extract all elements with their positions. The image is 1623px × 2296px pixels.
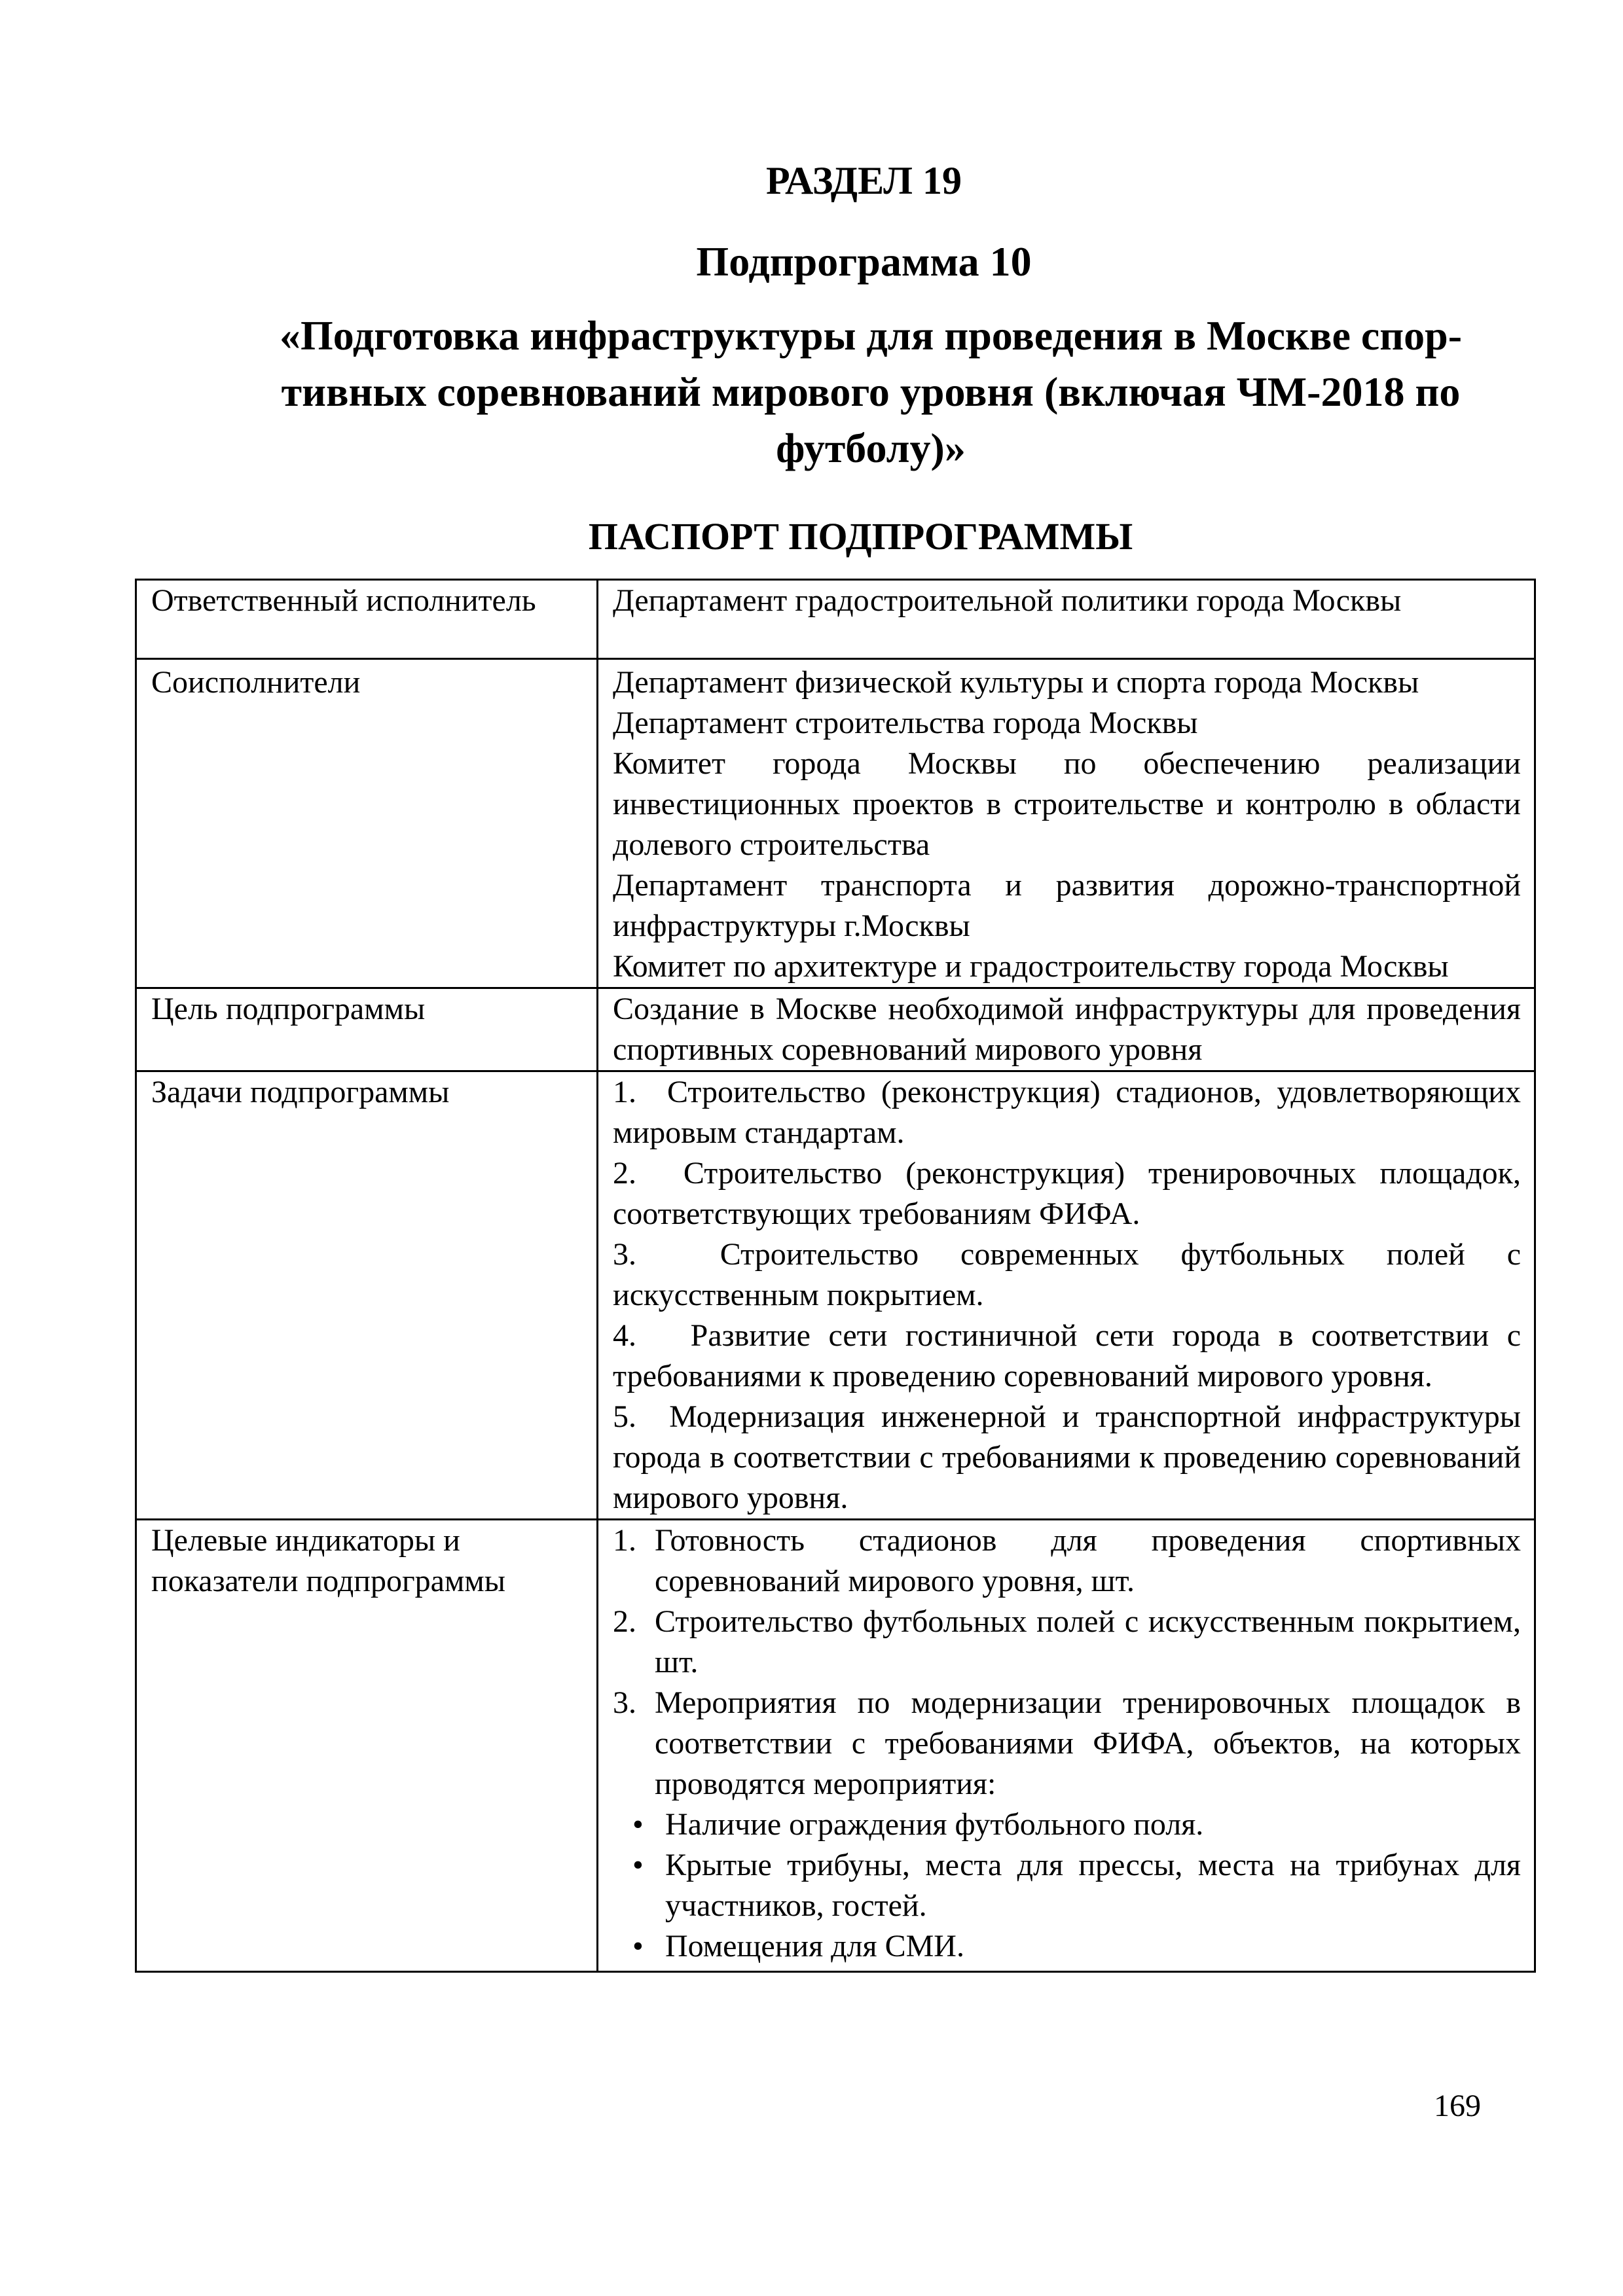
subprogram-name-line: тивных соревнований мирового уровня (включая ЧМ-2018 по — [281, 368, 1461, 415]
list-number: 2. — [613, 1604, 636, 1639]
table-row-responsible — [136, 580, 1535, 659]
subprogram-title: Подпрограмма 10 — [696, 238, 1032, 285]
list-item-text: Строительство футбольных полей с искусственным покрытием, шт. — [655, 1604, 1521, 1679]
value-paragraph: Департамент строительства города Москвы — [613, 706, 1198, 740]
list-number: 3. — [613, 1685, 636, 1720]
bullet-item — [613, 1926, 1521, 1967]
value-paragraph: Создание в Москве необходимой инфраструктуры для проведения спортивных соревнований мирового уровня — [613, 992, 1521, 1067]
value-paragraph: Департамент транспорта и развития дорожно-транспортной инфраструктуры г.Москвы — [613, 868, 1521, 943]
list-number: 1. — [613, 1523, 636, 1558]
list-item — [613, 1683, 1521, 1804]
table-row-tasks — [136, 1071, 1535, 1520]
value-paragraph: Департамент физической культуры и спорта города Москвы — [613, 665, 1419, 700]
bullet-item-text: Помещения для СМИ. — [665, 1929, 964, 1964]
bullet-item-text: Крытые трибуны, места для прессы, места на трибунах для участников, гостей. — [665, 1848, 1521, 1923]
row-value — [598, 1520, 1535, 1972]
value-paragraph: Комитет по архитектуре и градостроительству города Москвы — [613, 949, 1449, 984]
bullet-icon: • — [632, 1848, 644, 1882]
bullet-icon: • — [632, 1807, 644, 1842]
value-paragraph: 2. Строительство (реконструкция) тренировочных площадок, соответствующих требованиям ФИФА. — [613, 1156, 1521, 1231]
subprogram-name-line: «Подготовка инфраструктуры для проведения в Москве спор- — [279, 312, 1463, 359]
bullet-item — [613, 1804, 1521, 1845]
row-label: Цель подпрограммы — [136, 988, 598, 1071]
passport-title: ПАСПОРТ ПОДПРОГРАММЫ — [588, 515, 1133, 558]
subprogram-name — [216, 308, 1525, 476]
table-row-goal — [136, 988, 1535, 1071]
row-label: Целевые индикаторы и показатели подпрограммы — [136, 1520, 598, 1972]
list-item — [613, 1602, 1521, 1683]
value-paragraph: Комитет города Москвы по обеспечению реализации инвестиционных проектов в строительстве и контролю в области долевого строительства — [613, 746, 1521, 862]
value-paragraph: 3. Строительство современных футбольных полей с искусственным покрытием. — [613, 1237, 1521, 1312]
bullet-item — [613, 1845, 1521, 1926]
table-row-co-executors — [136, 659, 1535, 988]
section-title: РАЗДЕЛ 19 — [765, 159, 962, 202]
value-paragraph: 4. Развитие сети гостиничной сети города в соответствии с требованиями к проведению соревнований мирового уровня. — [613, 1318, 1521, 1393]
bullet-icon: • — [632, 1929, 644, 1964]
value-paragraph: Департамент градостроительной политики города Москвы — [613, 583, 1402, 618]
table-row-indicators — [136, 1520, 1535, 1972]
subprogram-name-line: футболу)» — [776, 425, 966, 471]
row-value — [598, 659, 1535, 988]
passport-table — [135, 579, 1536, 1973]
value-paragraph: 5. Модернизация инженерной и транспортной инфраструктуры города в соответствии с требованиями к проведению соревнований мирового уровня. — [613, 1399, 1521, 1515]
row-label: Задачи подпрограммы — [136, 1071, 598, 1520]
bullet-item-text: Наличие ограждения футбольного поля. — [665, 1807, 1204, 1842]
row-label: Ответственный исполнитель — [136, 580, 598, 659]
row-value — [598, 988, 1535, 1071]
row-value — [598, 580, 1535, 659]
row-value — [598, 1071, 1535, 1520]
indicator-list — [613, 1520, 1521, 1804]
row-label: Соисполнители — [136, 659, 598, 988]
list-item-text: Мероприятия по модернизации тренировочных площадок в соответствии с требованиями ФИФА, объектов, на которых проводятся мероприятия: — [655, 1685, 1521, 1801]
value-paragraph: 1. Строительство (реконструкция) стадионов, удовлетворяющих мировым стандартам. — [613, 1075, 1521, 1150]
list-item — [613, 1520, 1521, 1602]
page-number: 169 — [1434, 2089, 1481, 2123]
list-item-text: Готовность стадионов для проведения спортивных соревнований мирового уровня, шт. — [655, 1523, 1521, 1598]
indicator-bullet-list — [613, 1804, 1521, 1967]
